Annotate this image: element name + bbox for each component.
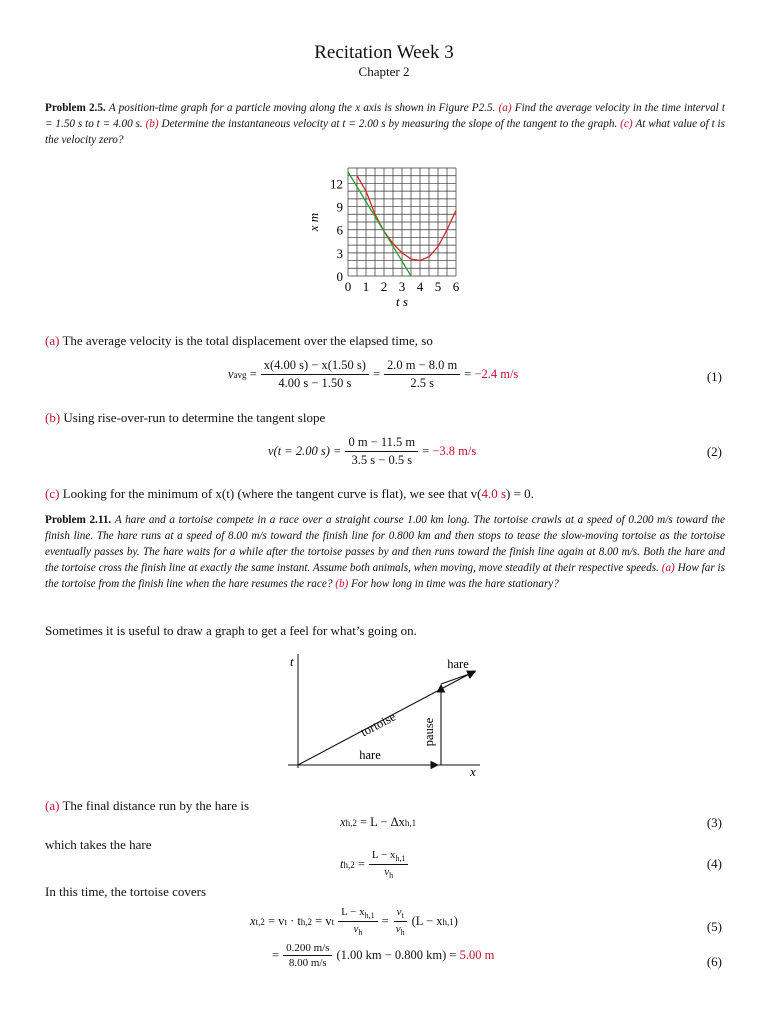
equation-number-1: (1): [706, 369, 722, 384]
hare-finish-path: [441, 672, 475, 684]
instantaneous-velocity-result: −3.8 m/s: [432, 444, 477, 458]
x-tick-label: 6: [452, 279, 460, 294]
takes-hare-text: which takes the hare: [45, 837, 152, 852]
x-tick-label: 5: [434, 279, 442, 294]
hare-label-low: hare: [359, 748, 381, 762]
problem-label: Problem 2.11.: [45, 514, 112, 526]
problem-2-5: Problem 2.5. A position-time graph for a particle moving along the x axis is shown in Figure P2.5. (a) Find the average velocity in the time interval t = 1.50 s to t = 4.00 s. (b) Determine the instantaneous velocity at t = 2.00 s by measuring the slope of the tangent to the graph. (c) At what value of t is the velocity zero?: [45, 102, 726, 146]
equation-5: x t,2 = v t · t h,2 = v t $\frac{L - x_{h,1}}{v_h}$ = $\frac{v_t}{v_h}$ (L − x h,1 ): [250, 906, 458, 938]
tortoise-covers-text: In this time, the tortoise covers: [45, 884, 207, 899]
x-tick-label: 1: [362, 279, 370, 294]
y-tick-label: 9: [336, 199, 343, 215]
problem-label: Problem 2.5.: [45, 102, 106, 114]
x-axis-label: x: [470, 764, 476, 779]
x-axis-label: t s: [396, 294, 408, 309]
equation-number-5: (5): [706, 919, 722, 934]
graph-intro-text: Sometimes it is useful to draw a graph to get a feel for what’s going on.: [45, 623, 417, 638]
y-axis-label: x m: [306, 212, 321, 232]
page-title: Recitation Week 3: [314, 42, 454, 63]
equation-4: t h,2 = $\frac{L - x_{h,1}}{v_h}$: [340, 849, 412, 880]
x-tick-label: 3: [398, 279, 406, 294]
equation-number-3: (3): [706, 815, 722, 830]
problem-2-11: Problem 2.11. A hare and a tortoise compete in a race over a straight course 1.00 km long. The tortoise crawls at a speed of 0.200 m/s toward the finish line. The hare runs at a speed of 8.00 m/s toward the finish line for 0.800 km and then stops to tease the slow-moving tortoise as the tortoise eventually passes by. The hare waits for a while after the tortoise passes by and then runs toward the finish line again at 8.00 m/s. Both the hare and the tortoise cross the finish line at exactly the same instant. Assume both animals, when moving, move steadily at their respective speeds. (a) How far is the tortoise from the finish line when the hare resumes the race? (b) For how long in time was the hare stationary?: [45, 514, 726, 590]
solution-a-line: (a) The average velocity is the total displacement over the elapsed time, so: [45, 333, 433, 348]
equation-3: x h,2 = L − Δx h,1: [340, 815, 417, 829]
equation-2: v(t = 2.00 s) = $\frac{0 m - 11.5 m}{3.5 s - 0.5 s}$ = −3.8 m/s: [268, 435, 477, 467]
series-line-0: [357, 176, 456, 261]
position-time-chart: [300, 160, 470, 320]
equation-1: v avg = $\frac{x(4.00 s) - x(1.50 s)}{4.00 s - 1.50 s}$ = $\frac{2.0 m - 8.0 m}{2.5 s}$ = −2.4 m/s: [228, 358, 519, 390]
page-subtitle: Chapter 2: [358, 64, 410, 79]
chart-grid: [348, 168, 456, 276]
y-tick-label: 3: [336, 245, 343, 261]
t-axis-label: t: [290, 654, 294, 669]
equation-number-2: (2): [706, 444, 722, 459]
chart-ticks: [330, 176, 460, 294]
x-tick-label: 4: [416, 279, 424, 294]
y-tick-label: 0: [336, 269, 343, 284]
tortoise-distance-result: 5.00 m: [459, 948, 495, 962]
x-tick-label: 0: [344, 279, 352, 294]
equation-number-6: (6): [706, 954, 722, 969]
equation-number-4: (4): [706, 856, 722, 871]
tortoise-label: tortoise: [358, 709, 398, 740]
y-tick-label: 12: [330, 176, 343, 192]
hare-label-high: hare: [447, 657, 469, 671]
solution-b-line: (b) Using rise-over-run to determine the tangent slope: [45, 410, 326, 425]
avg-velocity-result: −2.4 m/s: [474, 367, 519, 381]
solution-2a-line: (a) The final distance run by the hare is: [45, 798, 250, 813]
hare-tortoise-diagram: [280, 648, 490, 783]
y-tick-label: 6: [336, 222, 343, 238]
pause-label: pause: [422, 717, 436, 747]
x-tick-label: 2: [380, 279, 388, 294]
solution-c-line: (c) Looking for the minimum of x(t) (where the tangent curve is flat), we see that v(4.0 s) = 0.: [45, 486, 534, 501]
equation-6: = $\frac{0.200 m/s}{8.00 m/s}$ (1.00 km − 0.800 km) = 5.00 m: [272, 942, 495, 969]
